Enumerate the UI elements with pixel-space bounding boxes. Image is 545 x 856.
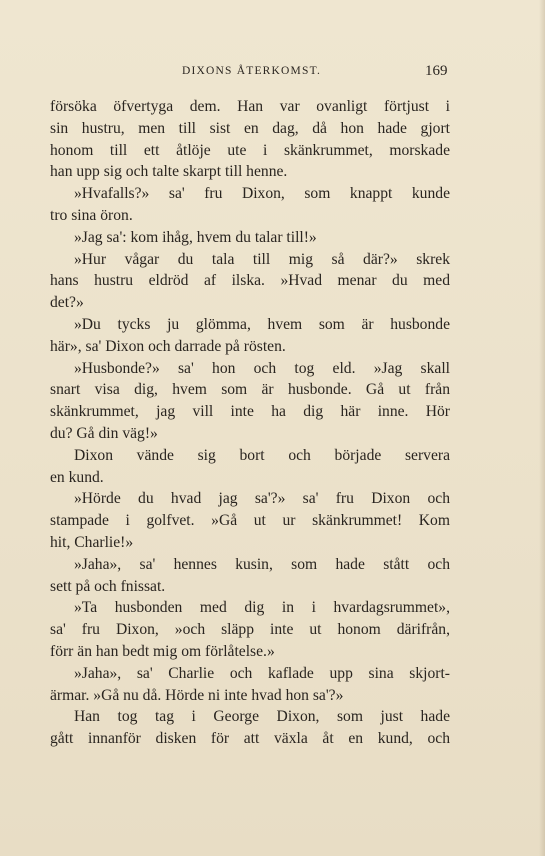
paragraph <box>50 96 450 183</box>
text-line: »Ta husbonden med dig in i hvardagsrummet», <box>74 599 450 617</box>
text-line: här», sa' Dixon och darrade på rösten. <box>50 337 286 355</box>
text-line: »Jaha», sa' Charlie och kaflade upp sina skjort- <box>74 664 450 682</box>
paragraph <box>50 597 450 662</box>
paragraph <box>50 488 450 553</box>
text-line: »Hörde du hvad jag sa'?» sa' fru Dixon och <box>74 490 450 508</box>
text-line: »Hvafalls?» sa' fru Dixon, som knappt kunde <box>74 185 450 203</box>
text-line: »Husbonde?» sa' hon och tog eld. »Jag skall <box>74 359 450 377</box>
text-line: hit, Charlie!» <box>50 533 134 551</box>
text-line: gått innanför disken för att växla åt en kund, och <box>50 730 450 748</box>
text-line: sett på och fnissat. <box>50 577 166 595</box>
text-line: sa' fru Dixon, »och släpp inte ut honom därifrån, <box>50 621 450 639</box>
text-line: han upp sig och talte skarpt till henne. <box>50 163 288 181</box>
text-line: skänkrummet, jag vill inte ha dig här inne. Hör <box>50 403 450 421</box>
paragraph <box>50 249 450 314</box>
paragraph <box>50 706 450 750</box>
paragraph <box>50 227 450 249</box>
paragraph <box>50 183 450 227</box>
text-line: »Hur vågar du tala till mig så där?» skrek <box>74 250 450 268</box>
text-line: stampade i golfvet. »Gå ut ur skänkrummet! Kom <box>50 512 450 530</box>
text-line: Dixon vände sig bort och började servera <box>74 446 450 464</box>
paragraph <box>50 358 450 445</box>
page-number: 169 <box>425 63 448 79</box>
body-text <box>50 96 450 750</box>
text-line: förr än han bedt mig om förlåtelse.» <box>50 642 275 660</box>
text-line: det?» <box>50 294 84 312</box>
text-line: du? Gå din väg!» <box>50 424 158 442</box>
text-line: försöka öfvertyga dem. Han var ovanligt förtjust i <box>50 98 450 115</box>
page-header <box>0 63 545 83</box>
text-line: honom till ett åtlöje ute i skänkrummet, morskade <box>50 141 450 159</box>
running-title: DIXONS ÅTERKOMST. <box>182 65 322 77</box>
paragraph <box>50 554 450 598</box>
page-edge-shadow <box>539 0 545 856</box>
paragraph <box>50 663 450 707</box>
text-line: snart visa dig, hvem som är husbonde. Gå ut från <box>50 381 450 399</box>
text-line: en kund. <box>50 468 104 486</box>
paragraph <box>50 445 450 489</box>
text-line: »Du tycks ju glömma, hvem som är husbonde <box>74 315 450 333</box>
text-line: hans hustru eldröd af ilska. »Hvad menar du med <box>50 272 450 290</box>
text-line: Han tog tag i George Dixon, som just hade <box>74 708 450 726</box>
text-line: »Jaha», sa' hennes kusin, som hade stått och <box>74 555 450 573</box>
text-line: ärmar. »Gå nu då. Hörde ni inte hvad hon sa'?» <box>50 686 344 704</box>
text-line: »Jag sa': kom ihåg, hvem du talar till!» <box>74 228 317 246</box>
text-line: sin hustru, men till sist en dag, då hon hade gjort <box>50 119 450 137</box>
text-line: tro sina öron. <box>50 206 133 224</box>
paragraph <box>50 314 450 358</box>
